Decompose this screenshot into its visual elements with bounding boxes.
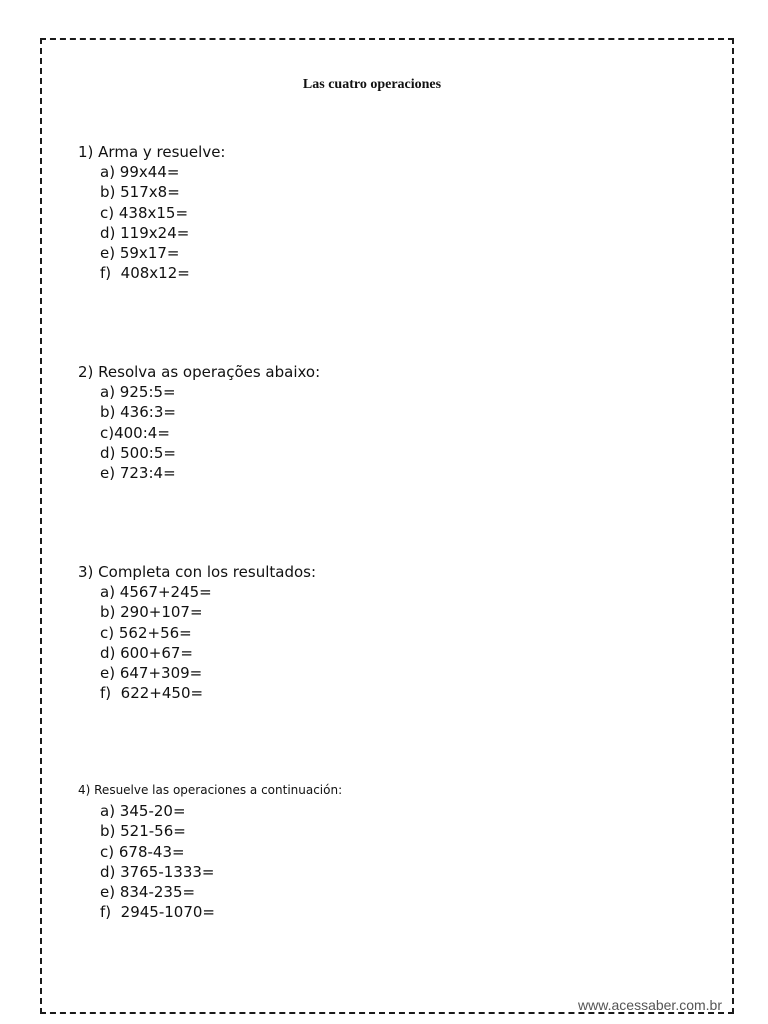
exercise-3-heading: 3) Completa con los resultados: [78, 563, 317, 581]
exercise-2 [78, 362, 320, 483]
exercise-1-item-f: f) 408x12= [100, 264, 190, 283]
exercise-2-heading: 2) Resolva as operações abaixo: [78, 363, 321, 381]
exercise-3-item-f: f) 622+450= [100, 684, 204, 703]
exercise-4-item-e: e) 834-235= [100, 883, 196, 902]
exercise-3 [78, 562, 316, 704]
exercise-4-item-c: c) 678-43= [100, 842, 185, 861]
exercise-2-item-b: b) 436:3= [100, 403, 176, 422]
exercise-3-item-c: c) 562+56= [100, 623, 192, 642]
exercise-4-item-d: d) 3765-1333= [100, 862, 215, 881]
exercise-1-item-e: e) 59x17= [100, 244, 180, 263]
exercise-3-item-e: e) 647+309= [100, 664, 203, 683]
exercise-1-item-b: b) 517x8= [100, 183, 180, 202]
exercise-1-item-d: d) 119x24= [100, 223, 190, 242]
exercise-3-item-d: d) 600+67= [100, 643, 193, 662]
exercise-4-heading: 4) Resuelve las operaciones a continuación: [78, 783, 343, 797]
exercise-4 [78, 781, 342, 923]
exercise-2-item-e: e) 723:4= [100, 464, 176, 483]
exercise-3-item-b: b) 290+107= [100, 603, 203, 622]
exercise-4-item-f: f) 2945-1070= [100, 903, 215, 922]
exercise-2-item-d: d) 500:5= [100, 443, 176, 462]
exercise-2-item-c: c)400:4= [100, 423, 170, 442]
worksheet-title: Las cuatro operaciones [302, 77, 442, 92]
exercise-4-item-b: b) 521-56= [100, 822, 186, 841]
exercise-1-heading: 1) Arma y resuelve: [78, 143, 226, 161]
exercise-1-item-a: a) 99x44= [100, 163, 180, 181]
exercise-4-item-a: a) 345-20= [100, 802, 186, 820]
exercise-1 [78, 142, 226, 284]
exercise-2-item-a: a) 925:5= [100, 383, 176, 401]
exercise-1-item-c: c) 438x15= [100, 203, 189, 222]
website-url: www.acessaber.com.br [578, 997, 722, 1013]
exercise-3-item-a: a) 4567+245= [100, 583, 212, 601]
